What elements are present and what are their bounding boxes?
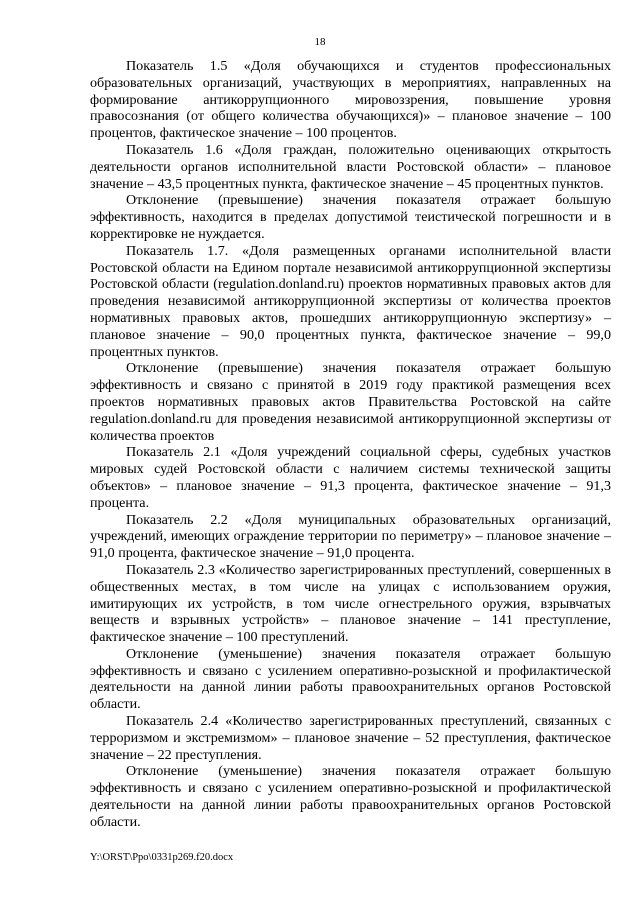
page-number: 18: [314, 36, 326, 48]
paragraph-indicator-1-6: Показатель 1.6 «Доля граждан, положительно оценивающих открытость деятельности органов исполнительной власти Ростовской области» – плановое значение – 43,5 процентных пункта, фактическое значение – 45 процентных пунктов.: [90, 141, 611, 192]
paragraph-indicator-2-1: Показатель 2.1 «Доля учреждений социальной сферы, судебных участков мировых судей Ростовской области с наличием системы технической защиты объектов» – плановое значение – 91,3 процента, фактическое значение – 91,3 процента.: [90, 444, 611, 511]
footer-file-path: Y:\ORST\Ppo\0331p269.f20.docx: [90, 852, 234, 863]
paragraph-indicator-1-7: Показатель 1.7. «Доля размещенных органами исполнительной власти Ростовской области на Едином портале независимой антикоррупционной экспертизы Ростовской области (regulation.donland.ru) проектов нормативных правовых актов для проведения независимой антикоррупционной экспертизы от количества проектов нормативных правовых актов, прошедших антикоррупционную экспертизу» – плановое значение – 90,0 процентных пункта, фактическое значение – 99,0 процентных пунктов.: [90, 242, 611, 360]
paragraph-indicator-2-4: Показатель 2.4 «Количество зарегистрированных преступлений, связанных с терроризмом и экстремизмом» – плановое значение – 52 преступления, фактическое значение – 22 преступления.: [90, 713, 611, 763]
paragraph-deviation-1-6: Отклонение (превышение) значения показателя отражает большую эффективность, находится в пределах допустимой теистической погрешности и в корректировке не нуждается.: [90, 192, 611, 242]
document-body: [90, 58, 611, 831]
paragraph-deviation-2-4: Отклонение (уменьшение) значения показателя отражает большую эффективность и связано с усилением оперативно-розыскной и профилактической деятельности на данной линии работы правоохранительных органов Ростовской области.: [90, 763, 611, 830]
paragraph-deviation-1-7: Отклонение (превышение) значения показателя отражает большую эффективность и связано с принятой в 2019 году практикой размещения всех проектов нормативных правовых актов Правительства Ростовской на сайте regulation.donland.ru для проведения независимой антикоррупционной экспертизы от количества проектов: [90, 360, 611, 444]
paragraph-deviation-2-3: Отклонение (уменьшение) значения показателя отражает большую эффективность и связано с усилением оперативно-розыскной и профилактической деятельности на данной линии работы правоохранительных органов Ростовской области.: [90, 645, 611, 713]
paragraph-indicator-1-5: Показатель 1.5 «Доля обучающихся и студентов профессиональных образовательных организаций, участвующих в мероприятиях, направленных на формирование антикоррупционного мировоззрения, повышение уровня правосознания (от общего количества обучающихся)» – плановое значение – 100 процентов, фактическое значение – 100 процентов.: [90, 58, 611, 142]
paragraph-indicator-2-2: Показатель 2.2 «Доля муниципальных образовательных организаций, учреждений, имеющих ограждение территории по периметру» – плановое значение – 91,0 процента, фактическое значение – 91,0 процента.: [90, 511, 611, 562]
paragraph-indicator-2-3: Показатель 2.3 «Количество зарегистрированных преступлений, совершенных в общественных местах, в том числе на улицах с использованием оружия, имитирующих их устройств, в том числе огнестрельного оружия, взрывчатых веществ и взрывных устройств» – плановое значение – 141 преступление, фактическое значение – 100 преступлений.: [90, 561, 611, 646]
